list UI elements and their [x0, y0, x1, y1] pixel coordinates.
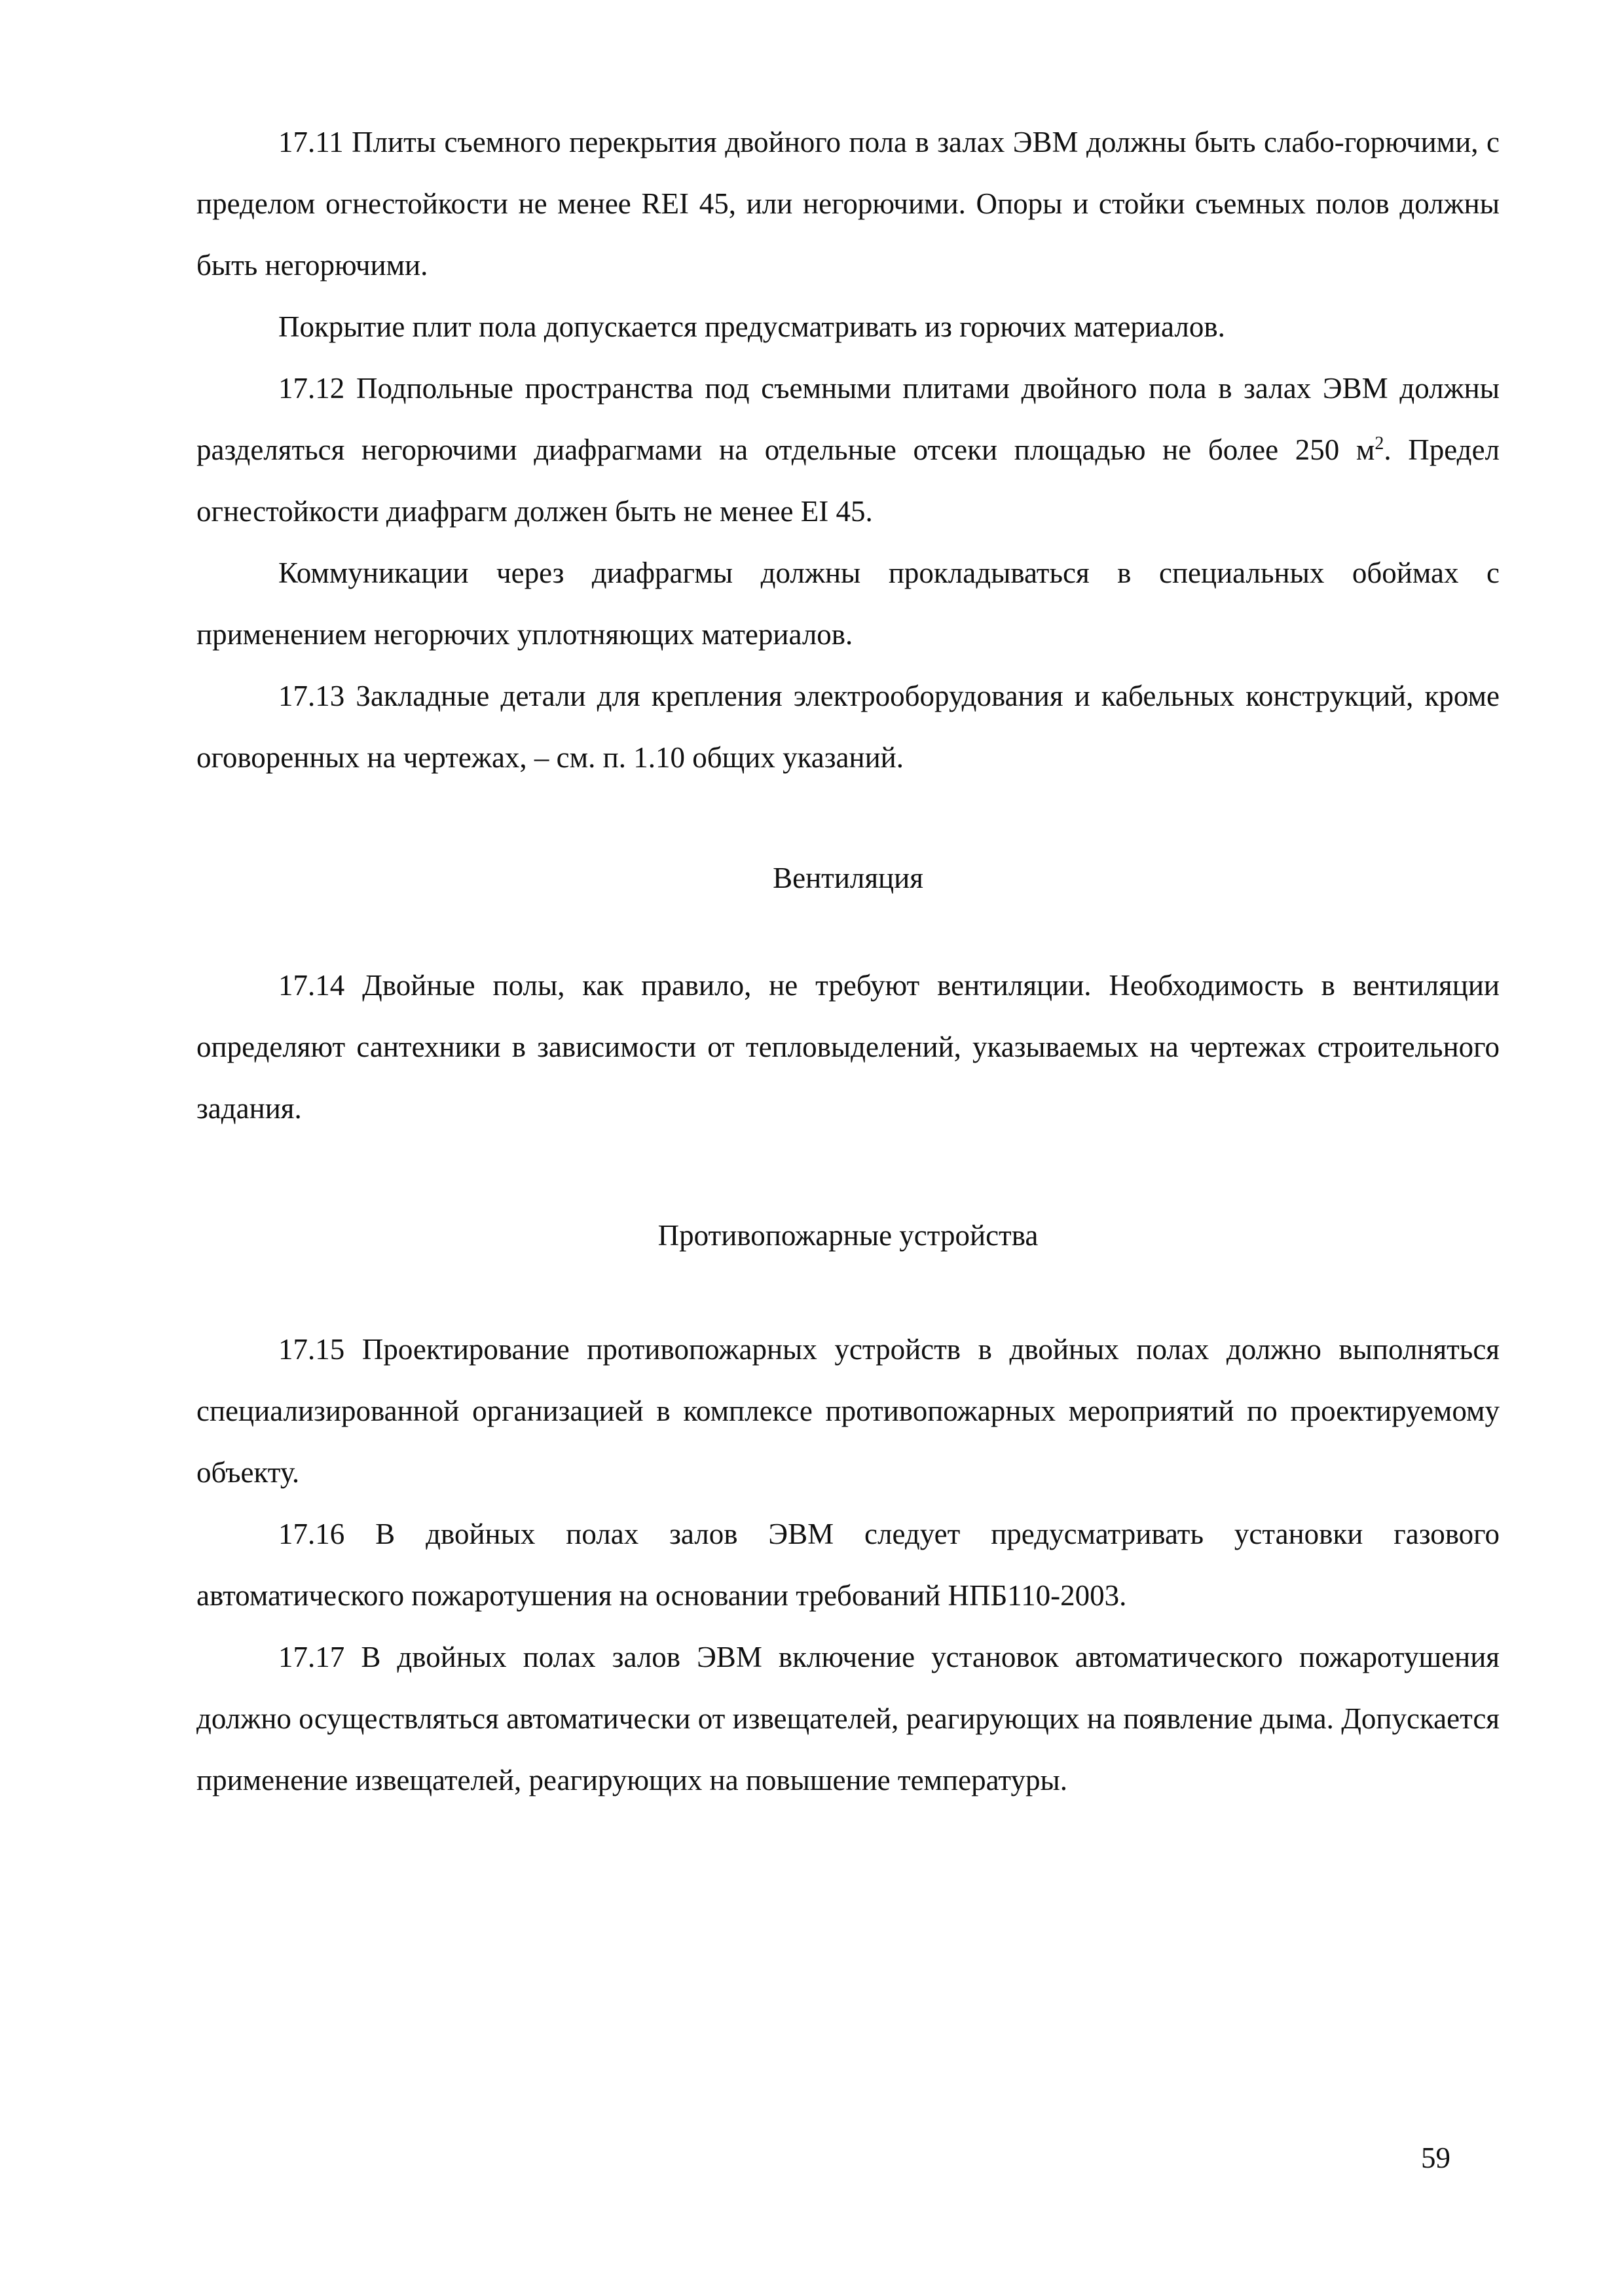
document-page	[196, 111, 1500, 1811]
paragraph-17-15: 17.15 Проектирование противопожарных устройств в двойных полах должно выполняться специализированной организацией в комплексе противопожарных мероприятий по проектируемому объекту.	[196, 1333, 1500, 1489]
paragraph-17-11-covering: Покрытие плит пола допускается предусматривать из горючих материалов.	[278, 310, 1225, 343]
paragraph-17-16: 17.16 В двойных полах залов ЭВМ следует предусматривать установки газового автоматического пожаротушения на основании требований НПБ110-2003.	[196, 1518, 1500, 1612]
section-heading-ventilation: Вентиляция	[773, 862, 923, 894]
superscript-2: 2	[1375, 433, 1384, 454]
paragraph-17-12-text-after: . Предел огнестойкости диафрагм должен быть не менее EI 45.	[196, 433, 1500, 528]
paragraph-17-12	[196, 357, 1500, 542]
section-heading-fire-devices: Противопожарные устройства	[657, 1219, 1039, 1252]
paragraph-17-13: 17.13 Закладные детали для крепления электрооборудования и кабельных конструкций, кроме оговоренных на чертежах, – см. п. 1.10 общих указаний.	[196, 680, 1500, 774]
page-number: 59	[1421, 2141, 1450, 2174]
paragraph-17-12-text: 17.12 Подпольные пространства под съемными плитами двойного пола в залах ЭВМ должны разделяться негорючими диафрагмами на отдельные отсеки площадью не более 250 м	[196, 372, 1500, 466]
paragraph-17-17: 17.17 В двойных полах залов ЭВМ включение установок автоматического пожаротушения должно осуществляться автоматически от извещателей, реагирующих на появление дыма. Допускается применение извещателей, реагирующих на повышение температуры.	[196, 1641, 1500, 1796]
paragraph-17-11: 17.11 Плиты съемного перекрытия двойного пола в залах ЭВМ должны быть слабо-горючими, с пределом огнестойкости не менее REI 45, или негорючими. Опоры и стойки съемных полов должны быть негорючими.	[196, 126, 1500, 282]
paragraph-17-14: 17.14 Двойные полы, как правило, не требуют вентиляции. Необходимость в вентиляции определяют сантехники в зависимости от тепловыделений, указываемых на чертежах строительного задания.	[196, 969, 1500, 1125]
paragraph-17-12-communications: Коммуникации через диафрагмы должны прокладываться в специальных обоймах с применением негорючих уплотняющих материалов.	[196, 556, 1500, 651]
